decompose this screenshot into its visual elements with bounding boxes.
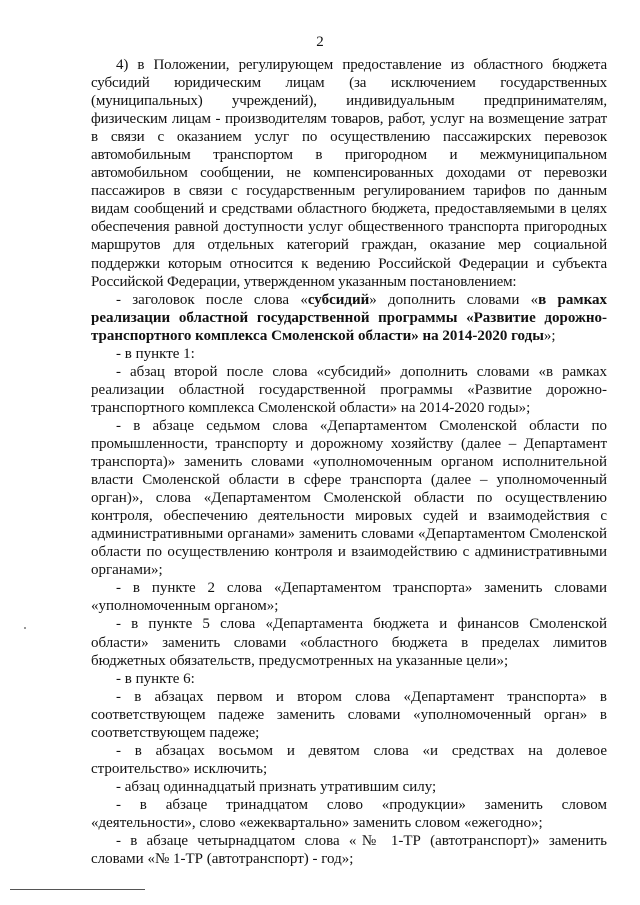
title-amendment-text: - заголовок после слова « (116, 291, 308, 308)
bold-word-subsidies: субсидий (307, 291, 370, 308)
scan-speck (24, 627, 26, 629)
paragraph-point-6-a1-2: - в абзацах первом и втором слова «Департамент транспорта» в соответствующем падеже заменить словами «уполномоченный орган» в соответствующем падеже; (91, 688, 607, 741)
paragraph-point-1: - в пункте 1: (116, 345, 195, 362)
document-body (91, 56, 607, 868)
page-number: 2 (316, 34, 324, 50)
paragraph-4-intro: 4) в Положении, регулирующем предоставление из областного бюджета субсидий юридическим лицам (за исключением государственных (муниципальных) учреждений), индивидуальным предпринимателям, физическим лицам - производителям товаров, работ, услуг на возмещение затрат в связи с оказанием услуг по осуществлению пассажирских перевозок автомобильным транспортом в пригородном и межмуниципальном автомобильном сообщении, не компенсированных доходами от перевозки пассажиров в связи с государственным регулированием тарифов по данным видам сообщений и средствами областного бюджета, предоставляемыми в целях обеспечения равной доступности услуг общественного транспорта пригородных маршрутов для отдельных категорий граждан, оказание мер социальной поддержки которым относится к ведению Российской Федерации и субъекта Российской Федерации, утвержденном указанным постановлением: (91, 57, 607, 290)
paragraph-point-1-a7: - в абзаце седьмом слова «Департаментом Смоленской области по промышленности, транспорту и дорожному хозяйству (далее – Департамент транспорта)» заменить словами «уполномоченным органом исполнительной власти Смоленской области в сфере транспорта (далее – уполномоченный орган)», слова «Департаментом Смоленской области по осуществлению контроля, обеспечению деятельности мировых судей и взаимодействия с административными органами» заменить словами «Департаментом Смоленской области по осуществлению контроля и взаимодействию с административными органами»; (91, 417, 607, 579)
title-amendment-text-2: » дополнить словами « (369, 291, 539, 308)
bold-program-title: в рамках реализации областной государственной программы «Развитие дорожно-транспортного комплекса Смоленской области» на 2014-2020 годы (91, 291, 608, 344)
paragraph-point-6: - в пункте 6: (116, 670, 195, 687)
title-amendment-tail: »; (543, 327, 556, 344)
paragraph-point-5: - в пункте 5 слова «Департамента бюджета и финансов Смоленской области» заменить словами «областного бюджета в пределах лимитов бюджетных обязательств, предусмотренных на указанные цели»; (91, 616, 607, 669)
paragraph-point-6-a11: - абзац одиннадцатый признать утратившим силу; (116, 778, 437, 795)
footer-rule (10, 889, 145, 890)
paragraph-point-1-a2: - абзац второй после слова «субсидий» дополнить словами «в рамках реализации областной государственной программы «Развитие дорожно-транспортного комплекса Смоленской области» на 2014-2020 годы»; (91, 363, 607, 416)
paragraph-point-2: - в пункте 2 слова «Департаментом транспорта» заменить словами «уполномоченным органом»; (91, 580, 607, 615)
paragraph-point-6-a8-9: - в абзацах восьмом и девятом слова «и средствах на долевое строительство» исключить; (91, 742, 607, 777)
paragraph-point-6-a14: - в абзаце четырнадцатом слова «№ 1-ТР (автотранспорт)» заменить словами «№ 1-ТР (автотранспорт) - год»; (91, 833, 607, 868)
paragraph-point-6-a13: - в абзаце тринадцатом слово «продукции» заменить словом «деятельности», слово «ежеквартально» заменить словом «ежегодно»; (91, 796, 607, 831)
paragraph-title-amendment (91, 291, 607, 345)
